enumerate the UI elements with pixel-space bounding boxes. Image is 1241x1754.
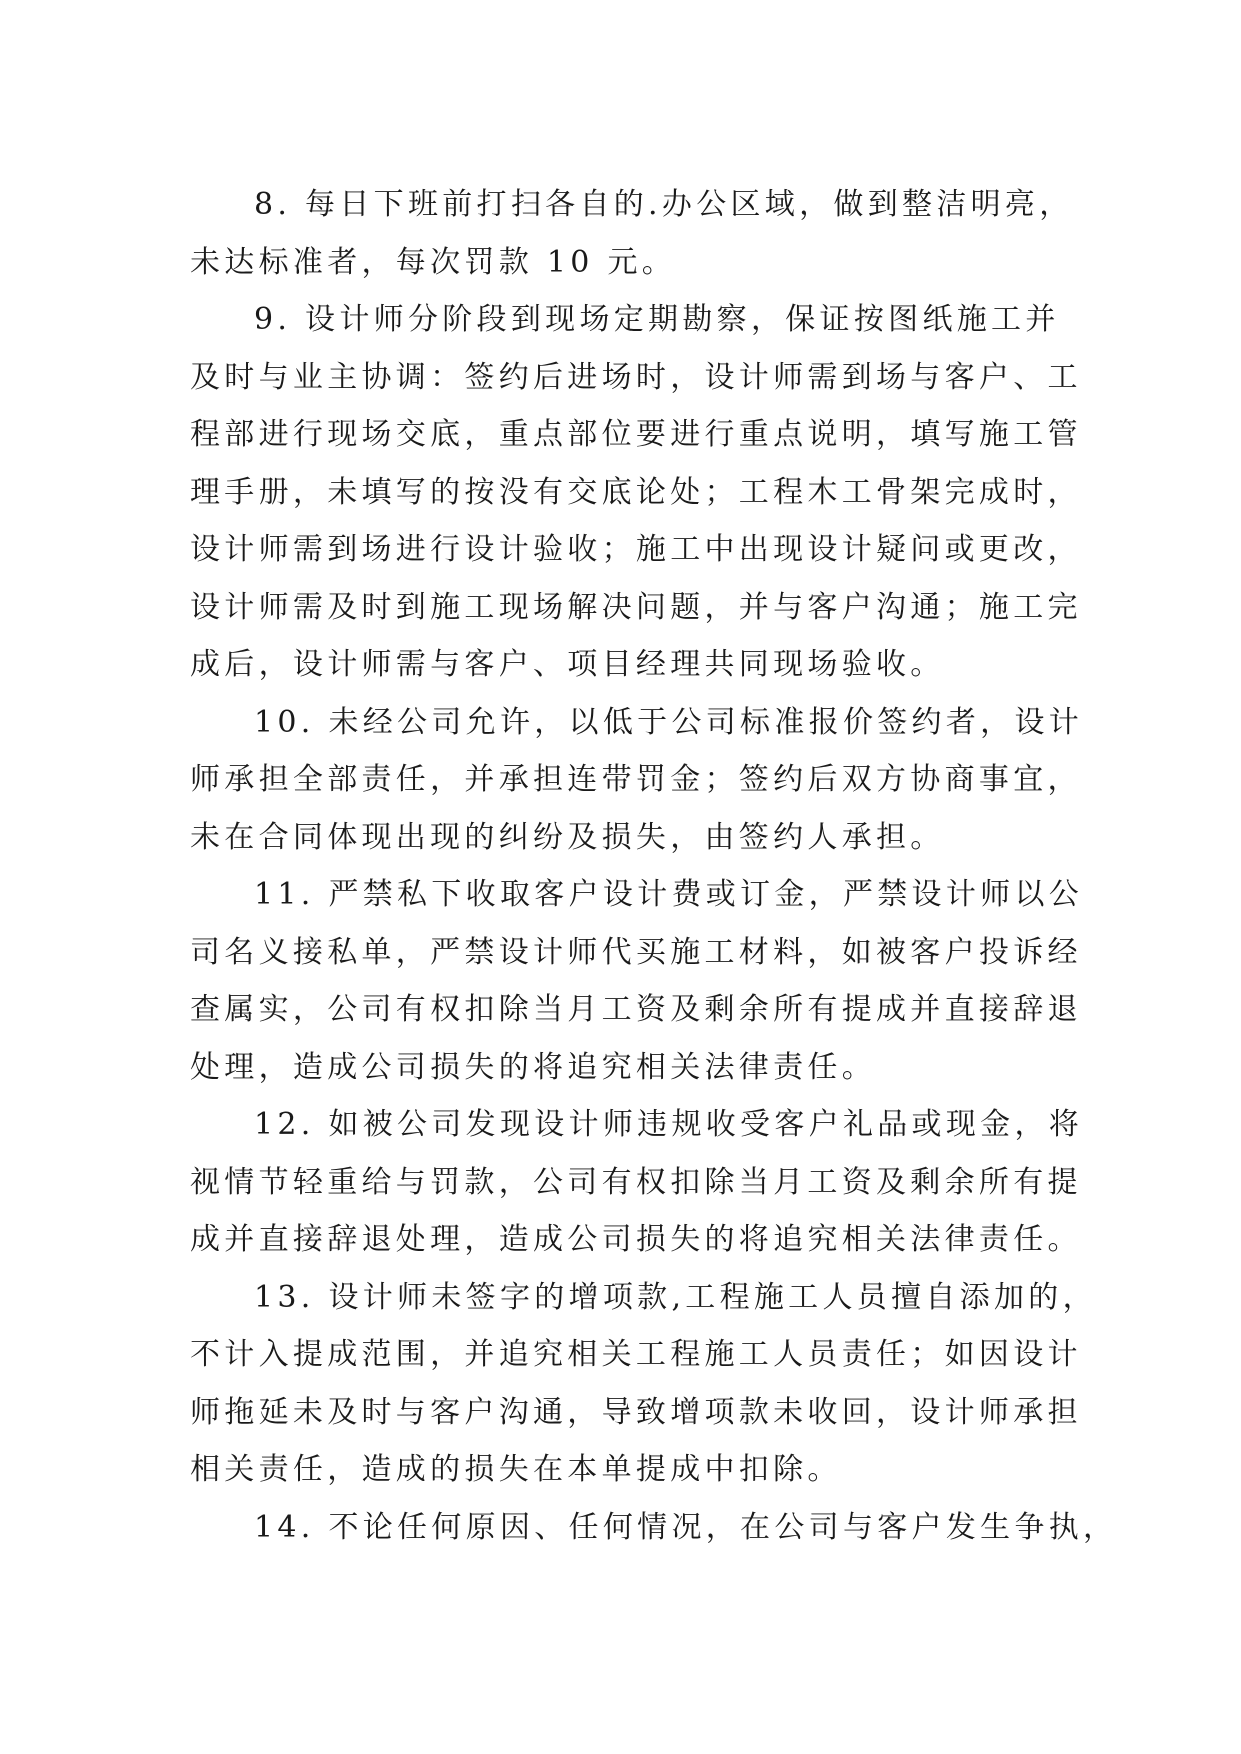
text-line: 成后，设计师需与客户、项目经理共同现场验收。	[190, 647, 945, 682]
text-line: 查属实，公司有权扣除当月工资及剩余所有提成并直接辞退	[190, 992, 1082, 1027]
text-line: 及时与业主协调：签约后进场时，设计师需到场与客户、工	[190, 359, 1082, 395]
text-line: 视情节轻重给与罚款，公司有权扣除当月工资及剩余所有提	[190, 1164, 1082, 1200]
text-line: 11. 严禁私下收取客户设计费或订金，严禁设计师以公	[254, 877, 1084, 912]
text-line: 13. 设计师未签字的增项款,工程施工人员擅自添加的，	[254, 1279, 1097, 1315]
text-line: 设计师需到场进行设计验收；施工中出现设计疑问或更改，	[190, 532, 1082, 567]
text-line: 成并直接辞退处理，造成公司损失的将追究相关法律责任。	[190, 1222, 1082, 1257]
text-line: 不计入提成范围，并追究相关工程施工人员责任；如因设计	[190, 1337, 1082, 1372]
text-line: 司名义接私单，严禁设计师代买施工材料，如被客户投诉经	[190, 934, 1082, 970]
text-line: 相关责任，造成的损失在本单提成中扣除。	[190, 1452, 842, 1487]
text-line: 未达标准者，每次罚款 10 元。	[190, 244, 677, 280]
text-line: 程部进行现场交底，重点部位要进行重点说明，填写施工管	[190, 417, 1082, 452]
text-line: 9. 设计师分阶段到现场定期勘察，保证按图纸施工并	[254, 302, 1060, 337]
text-line: 10. 未经公司允许，以低于公司标准报价签约者，设计	[254, 704, 1084, 740]
text-line: 理手册，未填写的按没有交底论处；工程木工骨架完成时，	[190, 474, 1082, 510]
text-line: 14. 不论任何原因、任何情况，在公司与客户发生争执，	[254, 1509, 1118, 1545]
text-line: 未在合同体现出现的纠纷及损失，由签约人承担。	[190, 819, 945, 855]
text-line: 处理，造成公司损失的将追究相关法律责任。	[190, 1049, 876, 1085]
text-line: 8. 每日下班前打扫各自的.办公区域，做到整洁明亮，	[254, 187, 1074, 222]
text-line: 设计师需及时到施工现场解决问题，并与客户沟通；施工完	[190, 589, 1082, 625]
document-body	[190, 176, 1118, 1556]
text-line: 师拖延未及时与客户沟通，导致增项款未收回，设计师承担	[190, 1394, 1082, 1430]
text-line: 12. 如被公司发现设计师违规收受客户礼品或现金，将	[254, 1107, 1084, 1142]
text-line: 师承担全部责任，并承担连带罚金；签约后双方协商事宜，	[190, 762, 1082, 797]
